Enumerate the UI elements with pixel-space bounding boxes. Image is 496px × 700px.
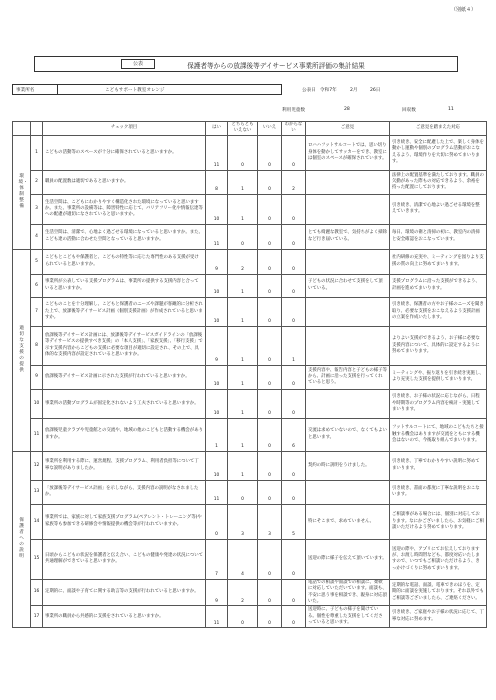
check-item: 事業所を利用する際に、運営規程、支援プログラム、利用者負担等について丁寧な説明がありましたか。	[43, 451, 206, 480]
section-label	[13, 451, 31, 628]
count-yes: 8	[206, 170, 228, 194]
count-no: 0	[258, 274, 282, 297]
header-response: ご意見を踏まえた対応	[390, 122, 487, 136]
count-yes: 7	[206, 539, 228, 579]
response-text: 引き続き、保護者の方やお子様のニーズを聞き取り、必要な支援をおこなえるよう支援計画の立案を作成いたします。	[390, 297, 487, 326]
check-item: こどもとこどもや保護者と、こどもの特性等に応じた専門性のある支援が受けられていると思いますか。	[43, 249, 206, 274]
section-label	[13, 249, 31, 451]
count-no: 0	[258, 606, 282, 628]
opinion-text: 子どもの状況に合わせて支援をして頂いている。	[306, 274, 390, 297]
check-item: こどものことを十分理解し、こどもと保護者のニーズや課題が客観的に分析された上で、放課後等デイサービス計画（個別支援計画）が作成されていると思いますか。	[43, 297, 206, 326]
count-neither: 1	[228, 451, 258, 480]
count-neither: 3	[228, 504, 258, 539]
section-label-text: 適切な支援の提供	[19, 326, 24, 373]
count-unknown: 0	[282, 451, 306, 480]
table-row	[13, 480, 487, 504]
table-row	[13, 451, 487, 480]
table-row	[13, 135, 487, 170]
section-label	[13, 135, 31, 249]
count-yes: 10	[206, 194, 228, 224]
count-unknown: 0	[282, 365, 306, 389]
count-no: 0	[258, 480, 282, 504]
count-unknown: 0	[282, 297, 306, 326]
office-name: こどもサポート教室オレンジ	[105, 88, 165, 93]
users-label: 利用児童数	[282, 108, 305, 113]
response-text: ミーティングや、振り返りを引き続き実施し、より充実した支援を提供してまいります。	[390, 365, 487, 389]
row-number: 17	[31, 606, 43, 628]
header-item: チェック項目	[43, 122, 206, 136]
opinion-text: 電話での相談や面談での相談に、柔軟に対応していただいています。面談も、不安に思う事を相談でき、親身に対応頂いた。	[306, 579, 390, 606]
count-yes: 1	[206, 418, 228, 451]
count-neither: 4	[228, 539, 258, 579]
opinion-text	[306, 249, 390, 274]
count-no: 3	[258, 504, 282, 539]
count-unknown: 0	[282, 480, 306, 504]
count-yes: 10	[206, 451, 228, 480]
header-unknown: わからない	[282, 122, 306, 136]
row-number: 1	[31, 135, 43, 170]
table-row	[13, 297, 487, 326]
count-unknown: 0	[282, 224, 306, 249]
evaluation-table	[12, 121, 487, 628]
table-row	[13, 326, 487, 365]
date-year: 令和7年	[320, 88, 337, 93]
count-yes: 10	[206, 274, 228, 297]
opinion-text: 送迎時に、子どもの様子を聞けている。個性を尊重した支援をしてくださっていると思います。	[306, 606, 390, 628]
opinion-text: 契約の時に説明をうけました。	[306, 451, 390, 480]
count-yes: 10	[206, 389, 228, 418]
office-box	[12, 84, 282, 95]
section-label-text: 環境・体制整備	[18, 174, 28, 209]
count-no: 0	[258, 418, 282, 451]
opinion-text	[306, 170, 390, 194]
response-text: 引き続き、安全に配慮した上で、楽しく身体を動かし運動や個別のプログラム活動がおこなえるよう、環境作りを大切に努めてまいります。	[390, 135, 487, 170]
opinion-text	[306, 326, 390, 365]
count-no: 0	[258, 297, 282, 326]
count-neither: 1	[228, 274, 258, 297]
count-unknown: 5	[282, 504, 306, 539]
count-no: 0	[258, 194, 282, 224]
count-unknown: 0	[282, 579, 306, 606]
count-unknown: 0	[282, 539, 306, 579]
response-text: 引き続き、清潔で心地よい過ごせる環境を整えていきます。	[390, 194, 487, 224]
table-row	[13, 224, 487, 249]
check-item: 事業所では、家族に対して家族支援プログラム(ペアレント・トレーニング等)や家族等も参加できる研修会や情報提供の機会等が行われていますか。	[43, 504, 206, 539]
users-value: 28	[344, 107, 350, 112]
row-number: 8	[31, 326, 43, 365]
count-yes: 11	[206, 606, 228, 628]
opinion-text: 交流は求めていないので、なくてもよいと思います。	[306, 418, 390, 451]
count-unknown: 0	[282, 606, 306, 628]
table-row	[13, 539, 487, 579]
count-neither: 1	[228, 389, 258, 418]
count-yes: 11	[206, 480, 228, 504]
count-no: 0	[258, 249, 282, 274]
row-number: 10	[31, 389, 43, 418]
row-number: 5	[31, 249, 43, 274]
count-unknown: 0	[282, 249, 306, 274]
check-item: 放課後児童クラブや児童館との交流や、地域の他のこどもと活動する機会がありますか。	[43, 418, 206, 451]
count-yes: 9	[206, 326, 228, 365]
row-number: 4	[31, 224, 43, 249]
table-row	[13, 606, 487, 628]
opinion-text: 送迎の際に様子を伝えて頂いています。	[306, 539, 390, 579]
opinion-text: 支援内容や、報告内容と子どもの様子等から、計画に沿った支援を行ってくれていると思う。	[306, 365, 390, 389]
opinion-text	[306, 389, 390, 418]
row-number: 3	[31, 194, 43, 224]
count-no: 0	[258, 135, 282, 170]
count-no: 0	[258, 451, 282, 480]
response-text: フットサルコートにて、地域のこどもたちと接触する機会はありますが交流をともにする機会はないので、今後取り組んでまいります。	[390, 418, 487, 451]
check-item: 「放課後等デイサービス計画」を示しながら、支援内容の説明がなされましたか。	[43, 480, 206, 504]
count-yes: 10	[206, 365, 228, 389]
count-no: 0	[258, 224, 282, 249]
response-text: 毎日、環境の衛と清掃の初に、教室内の清掃と安全確認をおこなっています。	[390, 224, 487, 249]
response-text: 引き続き、書面の都度に丁寧な説明をおこないます。	[390, 480, 487, 504]
count-neither: 1	[228, 418, 258, 451]
count-neither: 1	[228, 365, 258, 389]
row-number: 9	[31, 365, 43, 389]
row-number: 14	[31, 504, 43, 539]
title-box	[34, 56, 458, 72]
response-text: よりよい支援ができるよう、お子様に必要な支援内容について、具体的に設定するように努めてまいります。	[390, 326, 487, 365]
date-month: 2月	[350, 88, 358, 93]
office-divider	[57, 85, 58, 94]
check-item: 放課後等デイサービス計画に示された支援が行われていると思いますか。	[43, 365, 206, 389]
count-neither: 1	[228, 170, 258, 194]
response-text: 社内研修の充実や、ミーティングを図りより支援の質の向上に努めてまいります。	[390, 249, 487, 274]
check-item: 日頃からこどもの状況を保護者と伝え合い、こどもの健康や発達の状況について共通理解ができていると思いますか。	[43, 539, 206, 579]
opinion-text: 特にそこまで、求めていません。	[306, 504, 390, 539]
header-neither: どちらともいえない	[228, 122, 258, 136]
office-label: 事業所名	[16, 88, 35, 93]
responses-value: 11	[448, 107, 454, 112]
response-text: 引き続き、丁寧でわかりやすい説明に努めてまいります。	[390, 451, 487, 480]
opinion-text	[306, 297, 390, 326]
count-no: 0	[258, 365, 282, 389]
count-neither: 1	[228, 297, 258, 326]
count-neither: 0	[228, 224, 258, 249]
check-item: 事業所の活動プログラムが固定化されないよう工夫されていると思いますか。	[43, 389, 206, 418]
response-text: 引き続き、お子様の状況に応じながら、日程や時期等のプログラム内容を検討・実施してまいります。	[390, 389, 487, 418]
count-unknown: 6	[282, 418, 306, 451]
response-text: 支援プログラムに沿った支援ができるよう、計画を進めてまいります。	[390, 274, 487, 297]
date-day: 26日	[370, 88, 381, 93]
check-item: 事業所が公表している支援プログラムは、事業所の提供する支援内容と合っていると思いますか。	[43, 274, 206, 297]
count-neither: 1	[228, 326, 258, 365]
opinion-text	[306, 194, 390, 224]
count-unknown: 0	[282, 274, 306, 297]
count-neither: 0	[228, 606, 258, 628]
count-neither: 0	[228, 480, 258, 504]
header-no-answer: いいえ	[258, 122, 282, 136]
table-row	[13, 418, 487, 451]
table-row	[13, 579, 487, 606]
count-neither: 1	[228, 194, 258, 224]
table-row	[13, 170, 487, 194]
check-item: 職員の配置数は適切であると思いますか。	[43, 170, 206, 194]
response-text: ご相談事がある場合には、個別に対応しております。なにかございましたら、お気軽にご相談いただけるよう努めてまいります。	[390, 504, 487, 539]
row-number: 16	[31, 579, 43, 606]
responses-label: 回収数	[402, 108, 416, 113]
table-row	[13, 274, 487, 297]
table-row	[13, 389, 487, 418]
count-no: 0	[258, 579, 282, 606]
figure-label: （別紙４）	[450, 7, 476, 13]
count-yes: 9	[206, 579, 228, 606]
row-number: 2	[31, 170, 43, 194]
count-yes: 9	[206, 249, 228, 274]
count-unknown: 2	[282, 170, 306, 194]
count-yes: 11	[206, 135, 228, 170]
row-number: 15	[31, 539, 43, 579]
count-unknown: 0	[282, 135, 306, 170]
row-number: 6	[31, 274, 43, 297]
check-item: 事業所の職員から共感的に支援をされていると思いますか。	[43, 606, 206, 628]
count-no: 0	[258, 170, 282, 194]
opinion-text: ロハハフットサルコートでは、思い切り身体を動かしてサッカーをでき、教室には個室のスペースが確保されています。	[306, 135, 390, 170]
opinion-text	[306, 480, 390, 504]
header-no	[31, 122, 43, 136]
date-label: 公表日	[302, 88, 316, 93]
count-yes: 0	[206, 504, 228, 539]
count-yes: 11	[206, 224, 228, 249]
header-yes: はい	[206, 122, 228, 136]
table-header-row	[13, 122, 487, 136]
response-text: 引き続き、ご家庭やお子様の状況に応じて、丁寧な対応に努めます。	[390, 606, 487, 628]
section-label-text: 保護者への説明	[19, 518, 24, 560]
check-item: 放課後等デイサービス計画には、放課後等デイサービスガイドラインの「放課後等デイサービスの提供すべき支援」の「本人支援」、「家族支援」、「移行支援」で示す支援内容からこどもの支援に必要な項目が適切に設定され、その上で、具体的な支援内容が設定されていると思いますか。	[43, 326, 206, 365]
count-no: 0	[258, 326, 282, 365]
count-neither: 2	[228, 579, 258, 606]
page-title: 保護者等からの放課後等デイサービス事業所評価の集計結果	[187, 62, 365, 70]
opinion-text: とても綺麗な教室で、気持ちがよく掃除など行き届いている。	[306, 224, 390, 249]
table-row	[13, 504, 487, 539]
header-section	[13, 122, 31, 136]
table-row	[13, 194, 487, 224]
table-row	[13, 365, 487, 389]
count-no: 0	[258, 539, 282, 579]
row-number: 7	[31, 297, 43, 326]
count-neither: 0	[228, 135, 258, 170]
check-item: 定期的に、面談や子育てに関する助言等の支援が行われていると思いますか。	[43, 579, 206, 606]
row-number: 13	[31, 480, 43, 504]
response-text: 定期的な電話、面談、電車できのほうを、定期的に面談を実施しております。それ以外でもご相談等ございましたら、ご連絡ください。	[390, 579, 487, 606]
response-text: 法律上の配置基準を満たしております。職員の欠勤があった際もの対応できるよう、余裕を持った配置にしております。	[390, 170, 487, 194]
check-item: 生活空間は、こどもにわかりやすく構造化された環境になっていると思いますか。また、事業所の設備等は、障害特性に応じて、バリアフリー化や情報伝達等への配慮が適切になされていると思いますか。	[43, 194, 206, 224]
count-neither: 2	[228, 249, 258, 274]
table-row	[13, 249, 487, 274]
count-unknown: 0	[282, 389, 306, 418]
check-item: こどもの活動等のスペースが十分に確保されていると思いますか。	[43, 135, 206, 170]
count-no: 0	[258, 389, 282, 418]
publication-label: 公表	[121, 59, 155, 69]
count-yes: 10	[206, 297, 228, 326]
check-item: 生活空間は、清潔で、心地よく過ごせる環境になっていると思いますか。また、こども達の活動に合わせた空間となっていると思いますか。	[43, 224, 206, 249]
row-number: 12	[31, 451, 43, 480]
header-opinion: ご意見	[306, 122, 390, 136]
count-unknown: 0	[282, 194, 306, 224]
row-number: 11	[31, 418, 43, 451]
count-unknown: 1	[282, 326, 306, 365]
response-text: 送迎の際や、アプリにてお伝えしておりますが、お渡し時間帯なども、都度対応いたしますので、いつでもご相談いただけるよう、きっかけづくりに努めてまいります。	[390, 539, 487, 579]
